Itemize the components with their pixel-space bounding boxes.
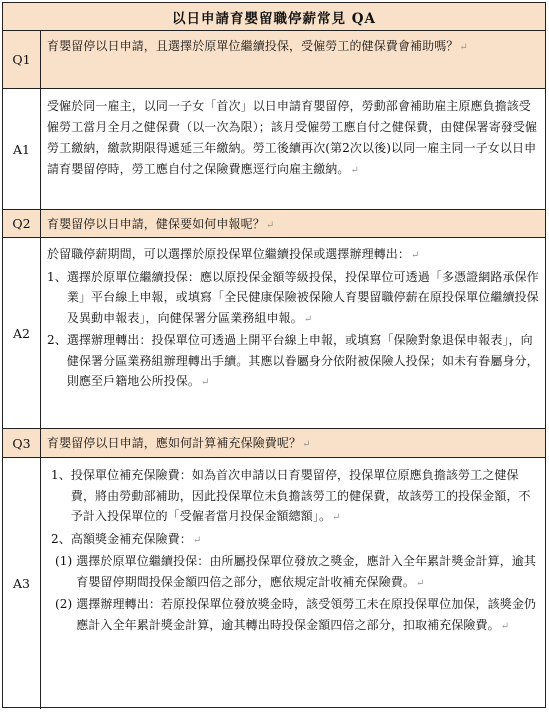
list-item-text: 投保單位補充保險費：如為首次申請以日育嬰留停，投保單位原應負擔該勞工之健保費，將由勞動部補助，因此投保單位未負擔該勞工的健保費，故該勞工的投保金額，不予計入投保單位的「受僱者當月投保金額總額」。↵ bbox=[70, 468, 531, 523]
sub-list-item-text: 選擇辦理轉出：若原投保單位發放獎金時，該受領勞工未在原投保單位加保，該獎金仍應計入全年累計獎金計算，逾其轉出時投保金額四倍之部分，扣取補充保險費。↵ bbox=[76, 597, 537, 632]
sub-list-item bbox=[51, 551, 539, 594]
list-item-number: 2、 bbox=[47, 333, 67, 347]
paragraph-mark-icon: ↵ bbox=[459, 42, 468, 53]
a1-text: 受僱於同一雇主，以同一子女「首次」以日申請育嬰留停，勞動部會補助雇主原應負擔該受僱勞工當月全月之健保費（以一次為限）；該月受僱勞工應自付之健保費，由健保署寄發受僱勞工繳納，繳款期限得遞延三年繳納。勞工後續再次(第2次以後)以同一雇主同一子女以日申請育嬰留停時，勞工應自付之保險費應逕行向雇主繳納。 bbox=[47, 99, 538, 176]
q2-row bbox=[3, 210, 545, 238]
q3-content bbox=[41, 429, 545, 457]
paragraph-mark-icon: ↵ bbox=[200, 377, 210, 388]
paragraph-mark-icon: ↵ bbox=[303, 313, 313, 325]
sub-list-item-number: (1) bbox=[55, 554, 77, 568]
paragraph-mark-icon: ↵ bbox=[350, 165, 359, 176]
a2-row bbox=[3, 238, 545, 429]
paragraph-mark-icon: ↵ bbox=[411, 250, 420, 261]
a3-content bbox=[41, 458, 545, 709]
list-item bbox=[47, 267, 539, 331]
list-item-text: 選擇於原單位繼續投保：應以原投保金額等級投保，投保單位可透過「多憑證網路承保作業」平台線上申報，或填寫「全民健康保險被保險人育嬰留職停薪在原投保單位繼續投保及異動申報表」，向健保署分區業務組申報。↵ bbox=[66, 269, 539, 325]
a2-content bbox=[41, 238, 545, 428]
q3-row bbox=[3, 429, 545, 458]
a3-label: A3 bbox=[3, 458, 41, 709]
paragraph-mark-icon: ↵ bbox=[302, 439, 311, 450]
list-item bbox=[51, 529, 539, 552]
q2-text: 育嬰留停以日申請，健保要如何申報呢？ bbox=[47, 217, 265, 231]
a1-label: A1 bbox=[3, 89, 41, 209]
paragraph-mark-icon: ↵ bbox=[500, 620, 510, 632]
q2-label: Q2 bbox=[3, 210, 41, 237]
paragraph-mark-icon: ↵ bbox=[265, 220, 275, 231]
paragraph-mark-icon: ↵ bbox=[416, 577, 425, 589]
q1-text: 育嬰留停以日申請，且選擇於原單位繼續投保，受僱勞工的健保費會補助嗎？ bbox=[47, 39, 459, 53]
a1-row bbox=[3, 89, 545, 210]
list-item bbox=[47, 330, 539, 394]
a2-intro: 於留職停薪期間，可以選擇於原投保單位繼續投保或選擇辦理轉出：↵ bbox=[47, 247, 420, 261]
q1-label: Q1 bbox=[3, 31, 41, 88]
sub-list-item-text: 選擇於原單位繼續投保：由所屬投保單位發放之獎金，應計入全年累計獎金計算，逾其育嬰留停期間投保金額四倍之部分，應依規定計收補充保險費。↵ bbox=[76, 554, 537, 589]
qa-table bbox=[2, 2, 546, 708]
list-item-number: 1、 bbox=[47, 269, 67, 284]
list-item-text: 高額獎金補充保險費：↵ bbox=[70, 531, 202, 546]
sub-list-item-number: (2) bbox=[55, 597, 77, 611]
table-title: 以日申請育嬰留職停薪常見 QA bbox=[172, 10, 376, 27]
a2-label: A2 bbox=[3, 238, 41, 428]
q3-text: 育嬰留停以日申請，應如何計算補充保險費呢？ bbox=[47, 436, 302, 450]
list-item bbox=[51, 465, 539, 529]
list-item-text: 選擇辦理轉出：投保單位可透過上開平台線上申報，或填寫「保險對象退保申報表」，向健保署分區業務組辦理轉出手續。其應以眷屬身分依附被保險人投保；如未有眷屬身分，則應至戶籍地公所投保。↵ bbox=[66, 333, 539, 388]
list-item-number: 2、 bbox=[51, 531, 71, 546]
paragraph-mark-icon: ↵ bbox=[192, 534, 202, 546]
a3-row bbox=[3, 458, 545, 709]
table-title-row bbox=[3, 3, 545, 31]
q1-content bbox=[41, 31, 545, 88]
q1-row bbox=[3, 31, 545, 89]
q3-label: Q3 bbox=[3, 429, 41, 457]
q2-content bbox=[41, 210, 545, 237]
sub-list-item bbox=[51, 594, 539, 637]
list-item-number: 1、 bbox=[51, 468, 71, 482]
a1-content bbox=[41, 89, 545, 209]
paragraph-mark-icon: ↵ bbox=[332, 512, 341, 523]
